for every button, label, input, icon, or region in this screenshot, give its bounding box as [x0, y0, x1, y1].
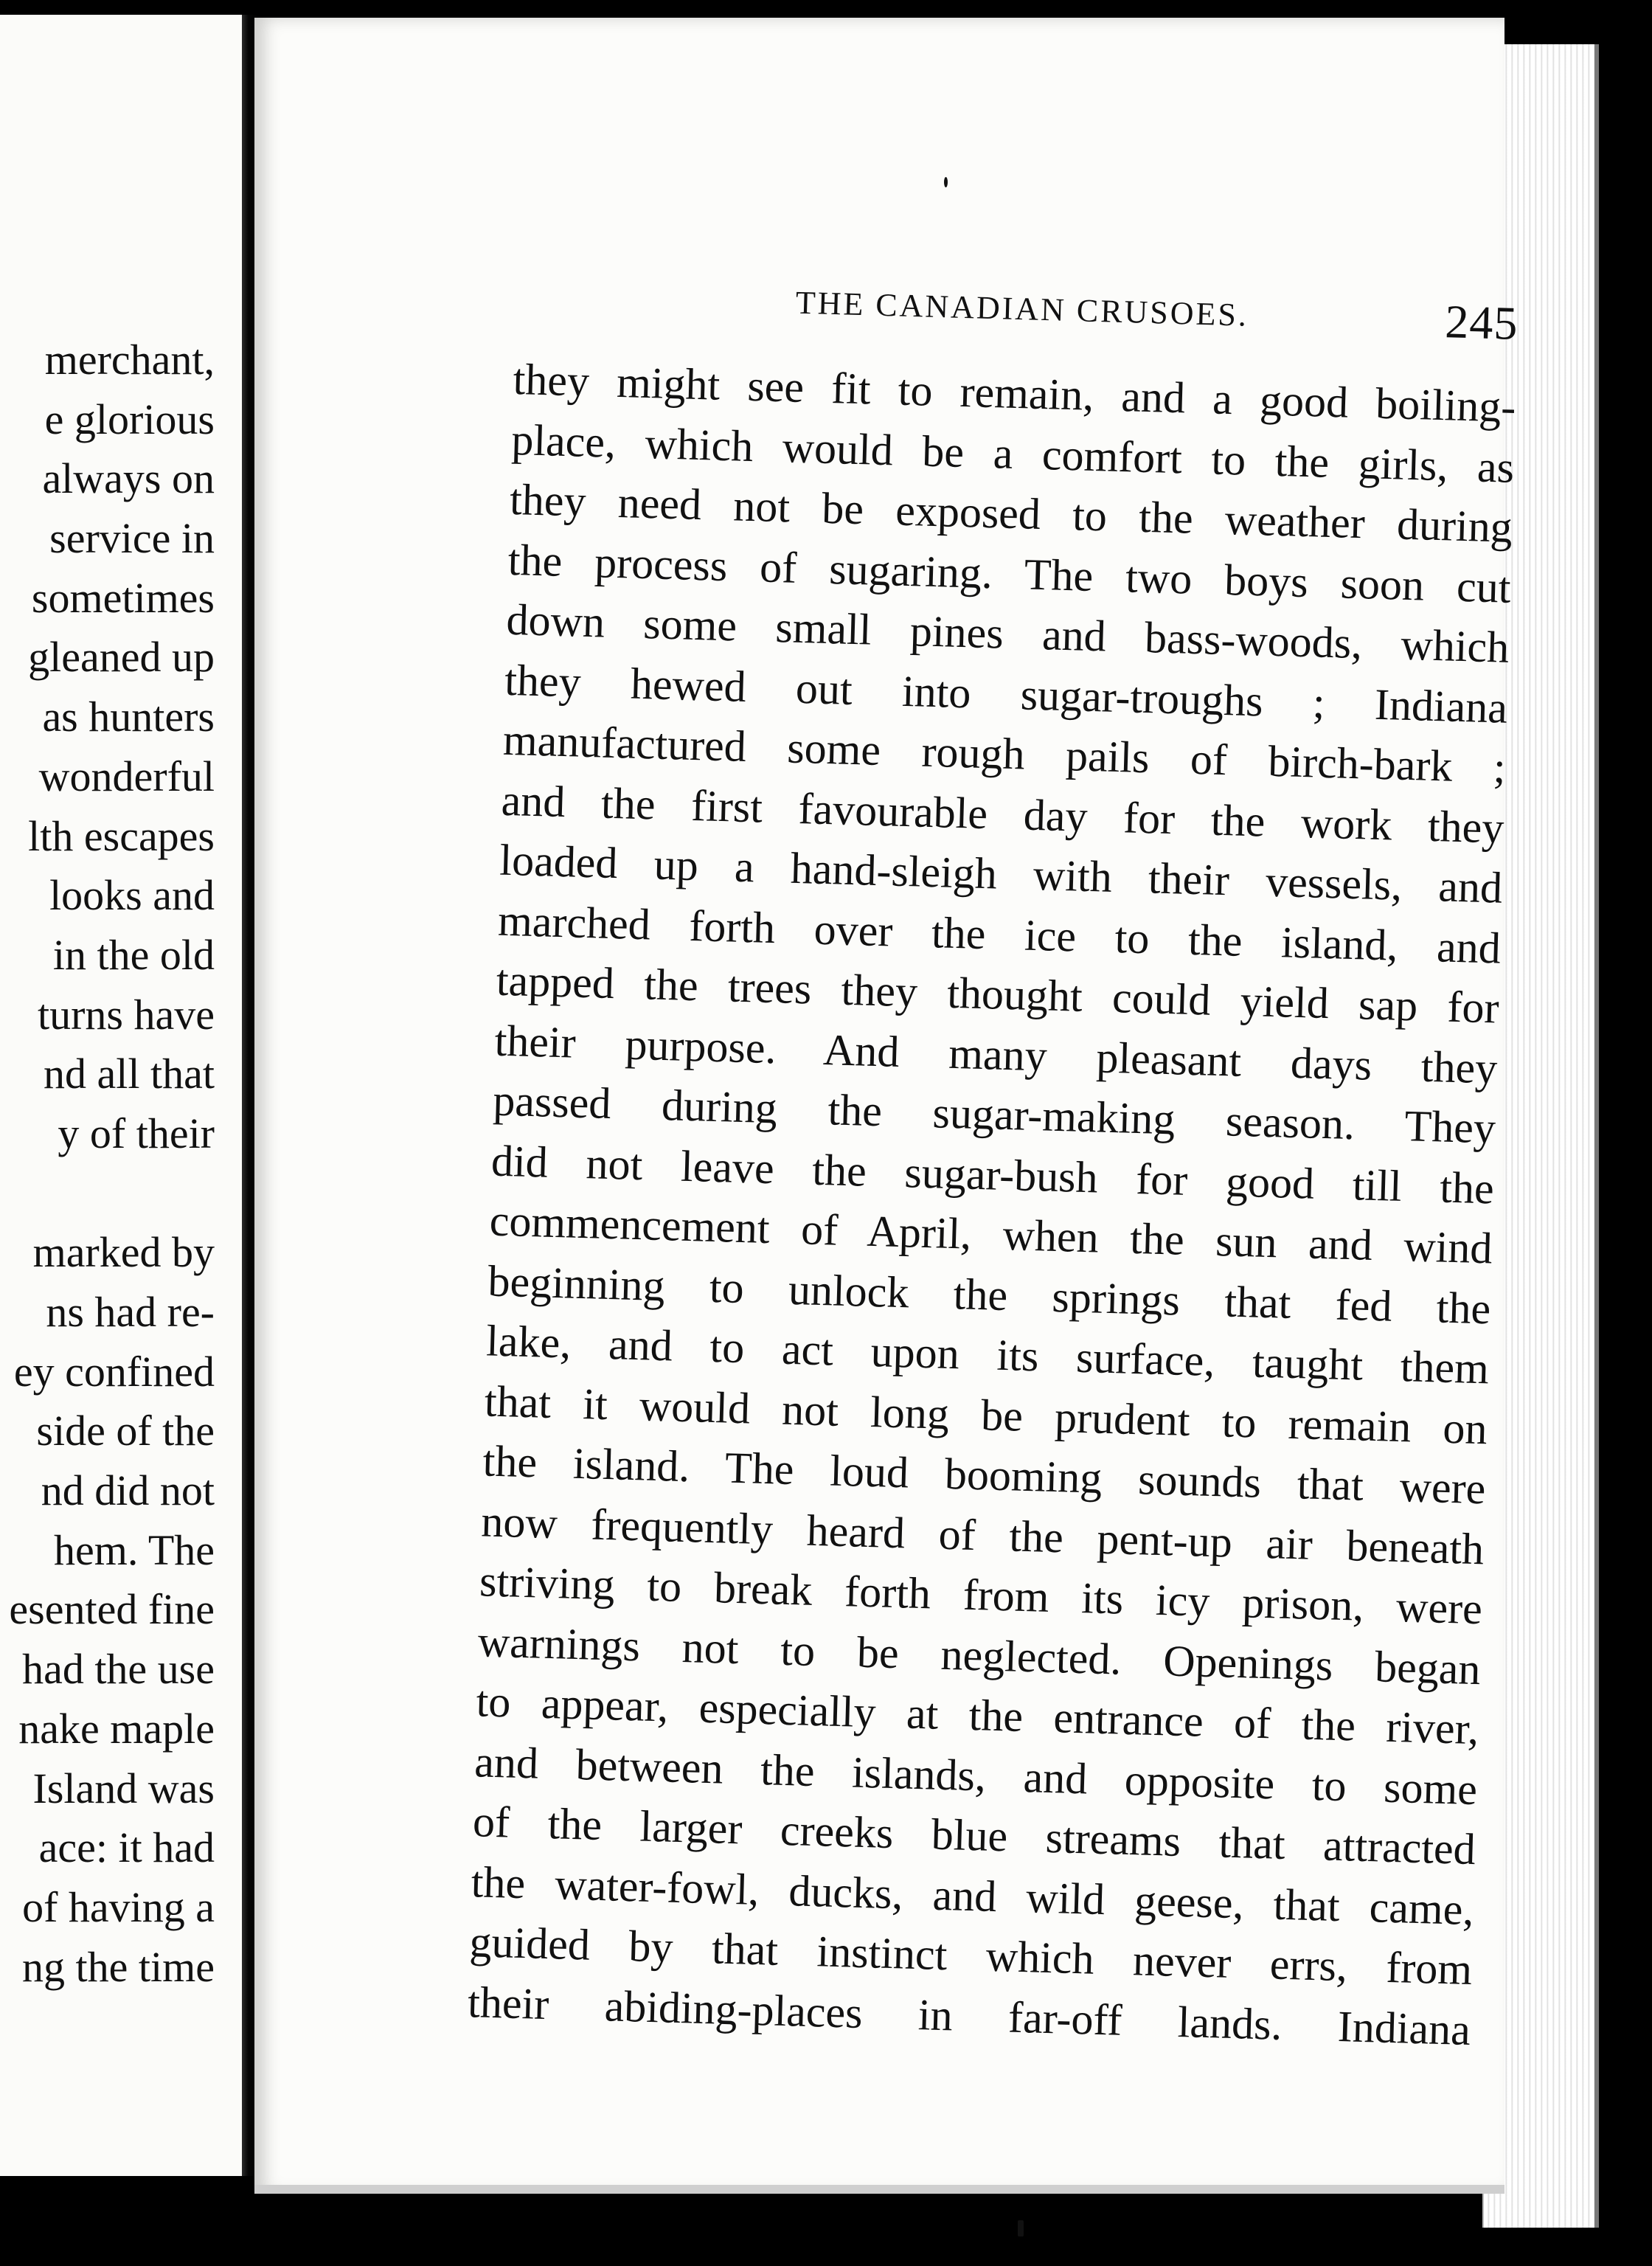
paragraph-gap — [0, 1164, 215, 1224]
left-page-line: looks and — [49, 871, 215, 920]
body-line: tapped the trees they thought could yield sap for — [496, 955, 1500, 1033]
left-page-line: had the use — [22, 1645, 215, 1694]
left-page-line: ey confined — [13, 1347, 215, 1396]
left-page-line: gleaned up — [28, 633, 215, 682]
body-line: now frequently heard of the pent-up air beneath — [480, 1496, 1485, 1573]
left-page-line: ns had re- — [46, 1288, 215, 1336]
body-line: striving to break forth from its icy prison, were — [479, 1556, 1483, 1634]
left-page-text — [0, 330, 215, 1997]
left-page-line: nd did not — [41, 1466, 215, 1515]
page-number: 245 — [1444, 295, 1519, 350]
body-line: they need not be exposed to the weather during — [509, 474, 1513, 552]
left-page-line: lth escapes — [28, 811, 215, 860]
left-facing-page — [0, 15, 247, 2176]
body-line: lake, and to act upon its surface, taught them — [485, 1316, 1490, 1393]
body-line: the water-fowl, ducks, and wild geese, that came, — [471, 1857, 1475, 1934]
left-page-line: esented fine — [9, 1585, 215, 1634]
body-text — [467, 350, 1516, 2060]
body-line: and between the islands, and opposite to some — [473, 1736, 1478, 1814]
scan-speck — [944, 177, 948, 187]
left-page-line: of having a — [22, 1882, 215, 1931]
body-line: the process of sugaring. The two boys soon cut — [507, 535, 1512, 612]
left-page-line: turns have — [38, 990, 215, 1039]
body-line: loaded up a hand-sleigh with their vessels, and — [499, 835, 1503, 912]
body-line: they hewed out into sugar-troughs ; Indiana — [504, 655, 1508, 732]
body-line: their purpose. And many pleasant days they — [493, 1016, 1499, 1093]
right-page — [254, 18, 1519, 2194]
body-line: beginning to unlock the springs that fed the — [487, 1255, 1492, 1333]
body-line: manufactured some rough pails of birch-bark ; — [502, 715, 1507, 792]
left-page-line: service in — [49, 514, 215, 563]
left-page-line: side of the — [36, 1407, 215, 1455]
running-title: THE CANADIAN CRUSOES. — [795, 284, 1249, 333]
left-page-line: hem. The — [54, 1525, 215, 1574]
page-text-block — [467, 268, 1519, 2060]
body-line: guided by that instinct which never errs, from — [468, 1917, 1474, 1995]
left-page-line: Island was — [32, 1764, 215, 1812]
body-line: commencement of April, when the sun and wind — [489, 1196, 1493, 1273]
left-page-line: nd all that — [44, 1050, 215, 1098]
left-page-line: marked by — [32, 1228, 215, 1277]
body-line: and the first favourable day for the work they — [500, 775, 1505, 853]
body-line: warnings not to be neglected. Openings began — [477, 1616, 1482, 1694]
left-page-line: ace: it had — [38, 1823, 215, 1872]
body-line: did not leave the sugar-bush for good till the — [490, 1136, 1495, 1213]
body-line: their abiding-places in far-off lands. Indiana — [467, 1977, 1471, 2054]
left-page-line: y of their — [58, 1109, 215, 1157]
left-page-line: nake maple — [18, 1704, 215, 1753]
scan-speck — [1018, 2220, 1024, 2236]
left-page-line: sometimes — [31, 573, 215, 622]
body-line: the island. The loud booming sounds that were — [482, 1436, 1487, 1514]
left-page-line: always on — [42, 454, 215, 503]
body-line: of the larger creeks blue streams that attracted — [472, 1797, 1476, 1874]
left-page-line: as hunters — [42, 693, 215, 741]
body-line: place, which would be a comfort to the girls, as — [510, 415, 1515, 492]
left-page-line: merchant, — [44, 336, 215, 384]
body-line: that it would not long be prudent to remain on — [484, 1376, 1488, 1453]
body-line: to appear, especially at the entrance of the river, — [475, 1677, 1480, 1754]
left-page-line: wonderful — [38, 752, 215, 800]
body-line: passed during the sugar-making season. They — [492, 1075, 1496, 1153]
body-line: marched forth over the ice to the island, and — [497, 895, 1502, 973]
left-page-line: ng the time — [22, 1942, 215, 1991]
left-page-line: in the old — [52, 930, 215, 979]
body-line: down some small pines and bass-woods, which — [505, 595, 1510, 672]
body-line: they might see fit to remain, and a good boiling- — [512, 354, 1517, 432]
left-page-line: e glorious — [44, 395, 215, 443]
